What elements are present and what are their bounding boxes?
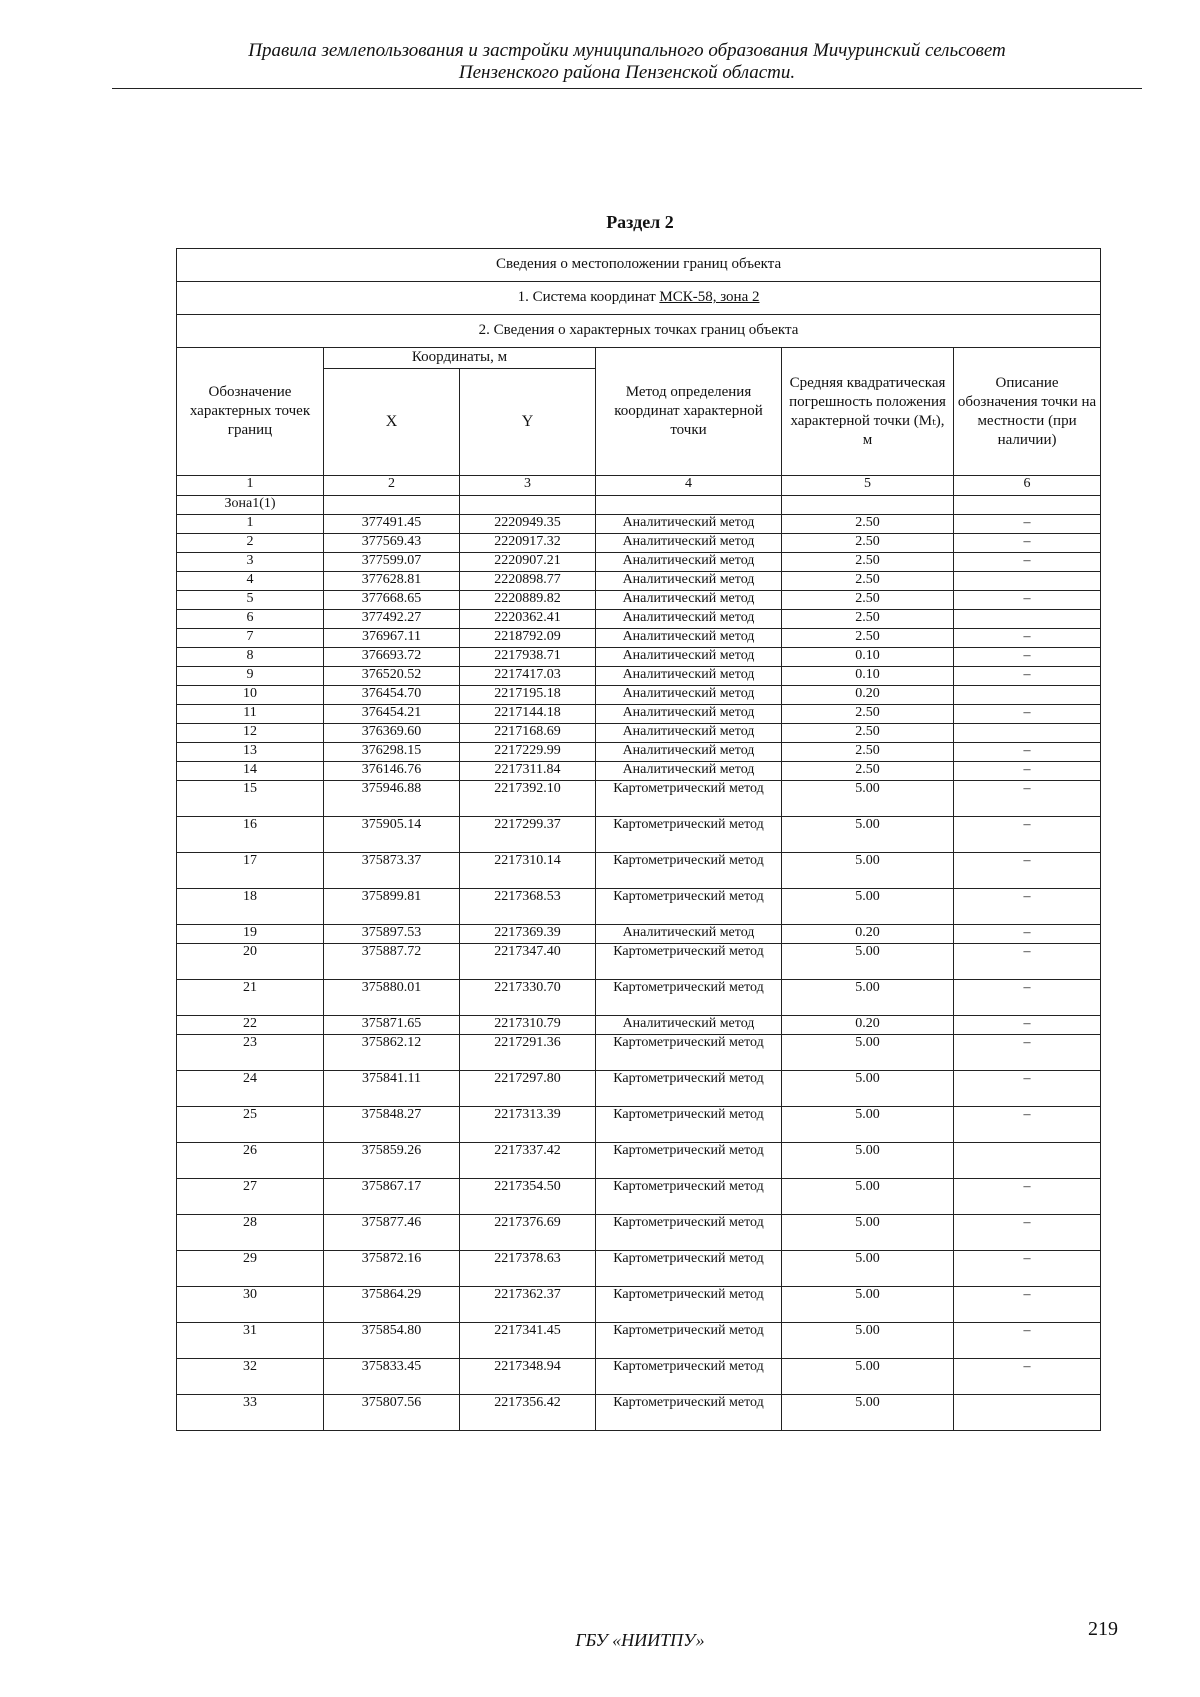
coord-y: 2220362.41 <box>460 610 596 629</box>
table-row <box>177 572 1101 591</box>
coord-x: 375833.45 <box>324 1359 460 1395</box>
description-cell: – <box>954 534 1101 553</box>
coord-x: 377599.07 <box>324 553 460 572</box>
description-cell: – <box>954 667 1101 686</box>
method-cell: Картометрический метод <box>596 1251 782 1287</box>
coord-x: 375867.17 <box>324 1179 460 1215</box>
table-row <box>177 1016 1101 1035</box>
coord-y: 2217311.84 <box>460 762 596 781</box>
point-number: 7 <box>177 629 324 648</box>
description-cell <box>954 686 1101 705</box>
error-cell: 5.00 <box>782 1035 954 1071</box>
description-cell: – <box>954 1323 1101 1359</box>
description-cell: – <box>954 629 1101 648</box>
table-row <box>177 534 1101 553</box>
description-cell: – <box>954 925 1101 944</box>
description-cell: – <box>954 515 1101 534</box>
coord-y: 2220949.35 <box>460 515 596 534</box>
coord-x: 375873.37 <box>324 853 460 889</box>
coord-y: 2217938.71 <box>460 648 596 667</box>
coord-y: 2217299.37 <box>460 817 596 853</box>
table-row <box>177 629 1101 648</box>
coord-system-prefix: 1. Система координат <box>517 289 660 306</box>
coord-x: 375864.29 <box>324 1287 460 1323</box>
description-cell: – <box>954 853 1101 889</box>
point-number: 1 <box>177 515 324 534</box>
header-designation: Обозначение характерных точек границ <box>177 348 324 476</box>
table-row <box>177 1215 1101 1251</box>
error-cell: 5.00 <box>782 1215 954 1251</box>
coord-y: 2217330.70 <box>460 980 596 1016</box>
point-number: 12 <box>177 724 324 743</box>
table-row <box>177 1035 1101 1071</box>
method-cell: Аналитический метод <box>596 762 782 781</box>
zone-row <box>177 496 1101 515</box>
table-row <box>177 705 1101 724</box>
method-cell: Аналитический метод <box>596 534 782 553</box>
header-x: X <box>324 369 460 476</box>
description-cell: – <box>954 889 1101 925</box>
description-cell: – <box>954 1359 1101 1395</box>
description-cell: – <box>954 944 1101 980</box>
point-number: 30 <box>177 1287 324 1323</box>
coord-x: 375946.88 <box>324 781 460 817</box>
page-header <box>112 40 1142 84</box>
point-number: 11 <box>177 705 324 724</box>
method-cell: Картометрический метод <box>596 889 782 925</box>
error-cell: 5.00 <box>782 1071 954 1107</box>
table-row <box>177 667 1101 686</box>
point-number: 20 <box>177 944 324 980</box>
column-number: 4 <box>596 476 782 496</box>
coord-x: 375841.11 <box>324 1071 460 1107</box>
description-cell: – <box>954 1016 1101 1035</box>
error-cell: 5.00 <box>782 1107 954 1143</box>
table-title: Сведения о местоположении границ объекта <box>177 249 1101 282</box>
method-cell: Картометрический метод <box>596 1071 782 1107</box>
error-cell: 5.00 <box>782 1143 954 1179</box>
table-row <box>177 610 1101 629</box>
coord-y: 2217229.99 <box>460 743 596 762</box>
table-row <box>177 743 1101 762</box>
header-y: Y <box>460 369 596 476</box>
error-cell: 0.10 <box>782 648 954 667</box>
method-cell: Аналитический метод <box>596 1016 782 1035</box>
coord-x: 375871.65 <box>324 1016 460 1035</box>
coord-y: 2217392.10 <box>460 781 596 817</box>
coord-x: 376967.11 <box>324 629 460 648</box>
coord-x: 377668.65 <box>324 591 460 610</box>
method-cell: Аналитический метод <box>596 648 782 667</box>
error-cell: 5.00 <box>782 817 954 853</box>
error-cell: 0.20 <box>782 686 954 705</box>
method-cell: Картометрический метод <box>596 1359 782 1395</box>
method-cell: Картометрический метод <box>596 853 782 889</box>
point-number: 25 <box>177 1107 324 1143</box>
point-number: 27 <box>177 1179 324 1215</box>
table-row <box>177 686 1101 705</box>
coord-x: 376454.21 <box>324 705 460 724</box>
table-row <box>177 1071 1101 1107</box>
method-cell: Аналитический метод <box>596 553 782 572</box>
page-footer: ГБУ «НИИТПУ» <box>575 1630 705 1650</box>
point-number: 28 <box>177 1215 324 1251</box>
coord-y: 2217347.40 <box>460 944 596 980</box>
coord-y: 2217369.39 <box>460 925 596 944</box>
error-cell: 0.10 <box>782 667 954 686</box>
error-cell: 2.50 <box>782 743 954 762</box>
boundary-points-table <box>176 248 1101 1431</box>
point-number: 22 <box>177 1016 324 1035</box>
table-row <box>177 1179 1101 1215</box>
table-row <box>177 1395 1101 1431</box>
point-number: 8 <box>177 648 324 667</box>
header-description: Описание обозначения точки на местности (при наличии) <box>954 348 1101 476</box>
method-cell: Аналитический метод <box>596 705 782 724</box>
coord-y: 2220898.77 <box>460 572 596 591</box>
description-cell <box>954 1143 1101 1179</box>
coord-x: 375899.81 <box>324 889 460 925</box>
coord-x: 377628.81 <box>324 572 460 591</box>
method-cell: Аналитический метод <box>596 724 782 743</box>
coord-x: 377491.45 <box>324 515 460 534</box>
description-cell: – <box>954 648 1101 667</box>
table-row <box>177 553 1101 572</box>
error-cell: 2.50 <box>782 534 954 553</box>
coord-x: 376520.52 <box>324 667 460 686</box>
point-number: 29 <box>177 1251 324 1287</box>
coord-x: 376298.15 <box>324 743 460 762</box>
coord-y: 2218792.09 <box>460 629 596 648</box>
header-line-1: Правила землепользования и застройки муниципального образования Мичуринский сельсовет <box>248 40 1006 61</box>
coord-x: 375872.16 <box>324 1251 460 1287</box>
coord-y: 2220889.82 <box>460 591 596 610</box>
column-number: 1 <box>177 476 324 496</box>
point-number: 26 <box>177 1143 324 1179</box>
coord-y: 2217354.50 <box>460 1179 596 1215</box>
coord-y: 2220917.32 <box>460 534 596 553</box>
description-cell <box>954 610 1101 629</box>
description-cell: – <box>954 762 1101 781</box>
coord-y: 2217313.39 <box>460 1107 596 1143</box>
coord-x: 377569.43 <box>324 534 460 553</box>
table-row <box>177 724 1101 743</box>
point-number: 14 <box>177 762 324 781</box>
coord-x: 376454.70 <box>324 686 460 705</box>
table-row <box>177 1107 1101 1143</box>
table-row <box>177 1323 1101 1359</box>
coord-x: 375848.27 <box>324 1107 460 1143</box>
table-row <box>177 944 1101 980</box>
description-cell <box>954 1395 1101 1431</box>
table-row <box>177 515 1101 534</box>
point-number: 10 <box>177 686 324 705</box>
table-row <box>177 648 1101 667</box>
error-cell: 2.50 <box>782 762 954 781</box>
header-line-2: Пензенского района Пензенской области. <box>458 62 796 83</box>
page-number: 219 <box>1088 1618 1118 1640</box>
error-cell: 5.00 <box>782 944 954 980</box>
header-error: Средняя квадратическая погрешность положения характерной точки (Mₜ), м <box>782 348 954 476</box>
method-cell: Картометрический метод <box>596 781 782 817</box>
method-cell: Аналитический метод <box>596 515 782 534</box>
table-row <box>177 781 1101 817</box>
coord-x: 375807.56 <box>324 1395 460 1431</box>
error-cell: 2.50 <box>782 724 954 743</box>
point-number: 6 <box>177 610 324 629</box>
table-row <box>177 1143 1101 1179</box>
method-cell: Картометрический метод <box>596 1323 782 1359</box>
points-section-title: 2. Сведения о характерных точках границ объекта <box>177 315 1101 348</box>
coord-y: 2217348.94 <box>460 1359 596 1395</box>
coord-x: 375877.46 <box>324 1215 460 1251</box>
coord-y: 2217368.53 <box>460 889 596 925</box>
coord-y: 2217356.42 <box>460 1395 596 1431</box>
error-cell: 2.50 <box>782 591 954 610</box>
point-number: 19 <box>177 925 324 944</box>
coord-x: 376369.60 <box>324 724 460 743</box>
method-cell: Аналитический метод <box>596 629 782 648</box>
point-number: 18 <box>177 889 324 925</box>
coord-y: 2217376.69 <box>460 1215 596 1251</box>
error-cell: 0.20 <box>782 1016 954 1035</box>
point-number: 33 <box>177 1395 324 1431</box>
description-cell: – <box>954 1215 1101 1251</box>
coord-x: 377492.27 <box>324 610 460 629</box>
table-row <box>177 1251 1101 1287</box>
point-number: 21 <box>177 980 324 1016</box>
error-cell: 5.00 <box>782 1251 954 1287</box>
point-number: 32 <box>177 1359 324 1395</box>
point-number: 13 <box>177 743 324 762</box>
error-cell: 5.00 <box>782 889 954 925</box>
point-number: 4 <box>177 572 324 591</box>
table-row <box>177 1287 1101 1323</box>
coord-x: 376146.76 <box>324 762 460 781</box>
coord-x: 375897.53 <box>324 925 460 944</box>
error-cell: 2.50 <box>782 705 954 724</box>
coord-y: 2217291.36 <box>460 1035 596 1071</box>
error-cell: 5.00 <box>782 980 954 1016</box>
point-number: 2 <box>177 534 324 553</box>
error-cell: 5.00 <box>782 1179 954 1215</box>
coord-y: 2220907.21 <box>460 553 596 572</box>
description-cell <box>954 724 1101 743</box>
method-cell: Аналитический метод <box>596 591 782 610</box>
coord-y: 2217297.80 <box>460 1071 596 1107</box>
error-cell: 2.50 <box>782 515 954 534</box>
description-cell: – <box>954 781 1101 817</box>
method-cell: Картометрический метод <box>596 1395 782 1431</box>
point-number: 31 <box>177 1323 324 1359</box>
coord-x: 376693.72 <box>324 648 460 667</box>
description-cell: – <box>954 1287 1101 1323</box>
method-cell: Картометрический метод <box>596 1035 782 1071</box>
description-cell <box>954 572 1101 591</box>
description-cell: – <box>954 705 1101 724</box>
method-cell: Аналитический метод <box>596 743 782 762</box>
description-cell: – <box>954 1035 1101 1071</box>
error-cell: 2.50 <box>782 572 954 591</box>
error-cell: 2.50 <box>782 610 954 629</box>
column-number: 2 <box>324 476 460 496</box>
column-number: 5 <box>782 476 954 496</box>
error-cell: 5.00 <box>782 1395 954 1431</box>
coord-x: 375905.14 <box>324 817 460 853</box>
description-cell: – <box>954 1179 1101 1215</box>
error-cell: 5.00 <box>782 1287 954 1323</box>
point-number: 17 <box>177 853 324 889</box>
method-cell: Картометрический метод <box>596 1107 782 1143</box>
table-row <box>177 925 1101 944</box>
point-number: 15 <box>177 781 324 817</box>
description-cell: – <box>954 591 1101 610</box>
zone-label: Зона1(1) <box>177 496 324 515</box>
point-number: 9 <box>177 667 324 686</box>
coord-y: 2217168.69 <box>460 724 596 743</box>
method-cell: Аналитический метод <box>596 610 782 629</box>
description-cell: – <box>954 1251 1101 1287</box>
column-number: 6 <box>954 476 1101 496</box>
coord-y: 2217341.45 <box>460 1323 596 1359</box>
header-divider <box>112 88 1142 89</box>
coord-x: 375880.01 <box>324 980 460 1016</box>
point-number: 24 <box>177 1071 324 1107</box>
description-cell: – <box>954 553 1101 572</box>
description-cell: – <box>954 817 1101 853</box>
coord-x: 375859.26 <box>324 1143 460 1179</box>
coord-y: 2217378.63 <box>460 1251 596 1287</box>
point-number: 3 <box>177 553 324 572</box>
description-cell: – <box>954 1071 1101 1107</box>
table-row <box>177 591 1101 610</box>
table-row <box>177 1359 1101 1395</box>
method-cell: Аналитический метод <box>596 925 782 944</box>
error-cell: 2.50 <box>782 629 954 648</box>
coord-y: 2217195.18 <box>460 686 596 705</box>
column-number: 3 <box>460 476 596 496</box>
table-row <box>177 762 1101 781</box>
coord-x: 375862.12 <box>324 1035 460 1071</box>
error-cell: 5.00 <box>782 853 954 889</box>
method-cell: Аналитический метод <box>596 572 782 591</box>
method-cell: Картометрический метод <box>596 1143 782 1179</box>
coord-y: 2217417.03 <box>460 667 596 686</box>
coord-system-value: МСК-58, зона 2 <box>659 289 760 306</box>
coord-y: 2217144.18 <box>460 705 596 724</box>
method-cell: Картометрический метод <box>596 944 782 980</box>
error-cell: 5.00 <box>782 781 954 817</box>
method-cell: Аналитический метод <box>596 667 782 686</box>
error-cell: 0.20 <box>782 925 954 944</box>
table-row <box>177 817 1101 853</box>
coord-y: 2217337.42 <box>460 1143 596 1179</box>
coord-y: 2217310.79 <box>460 1016 596 1035</box>
table-row <box>177 980 1101 1016</box>
method-cell: Картометрический метод <box>596 817 782 853</box>
description-cell: – <box>954 1107 1101 1143</box>
table-row <box>177 889 1101 925</box>
error-cell: 2.50 <box>782 553 954 572</box>
coord-x: 375887.72 <box>324 944 460 980</box>
coord-y: 2217310.14 <box>460 853 596 889</box>
header-method: Метод определения координат характерной точки <box>596 348 782 476</box>
error-cell: 5.00 <box>782 1323 954 1359</box>
coord-system-cell <box>177 282 1101 315</box>
error-cell: 5.00 <box>782 1359 954 1395</box>
header-coordinates: Координаты, м <box>324 348 596 369</box>
description-cell: – <box>954 980 1101 1016</box>
method-cell: Аналитический метод <box>596 686 782 705</box>
table-row <box>177 853 1101 889</box>
point-number: 5 <box>177 591 324 610</box>
point-number: 23 <box>177 1035 324 1071</box>
coord-x: 375854.80 <box>324 1323 460 1359</box>
coord-y: 2217362.37 <box>460 1287 596 1323</box>
section-title: Раздел 2 <box>606 212 674 232</box>
description-cell: – <box>954 743 1101 762</box>
method-cell: Картометрический метод <box>596 980 782 1016</box>
point-number: 16 <box>177 817 324 853</box>
method-cell: Картометрический метод <box>596 1215 782 1251</box>
method-cell: Картометрический метод <box>596 1287 782 1323</box>
method-cell: Картометрический метод <box>596 1179 782 1215</box>
